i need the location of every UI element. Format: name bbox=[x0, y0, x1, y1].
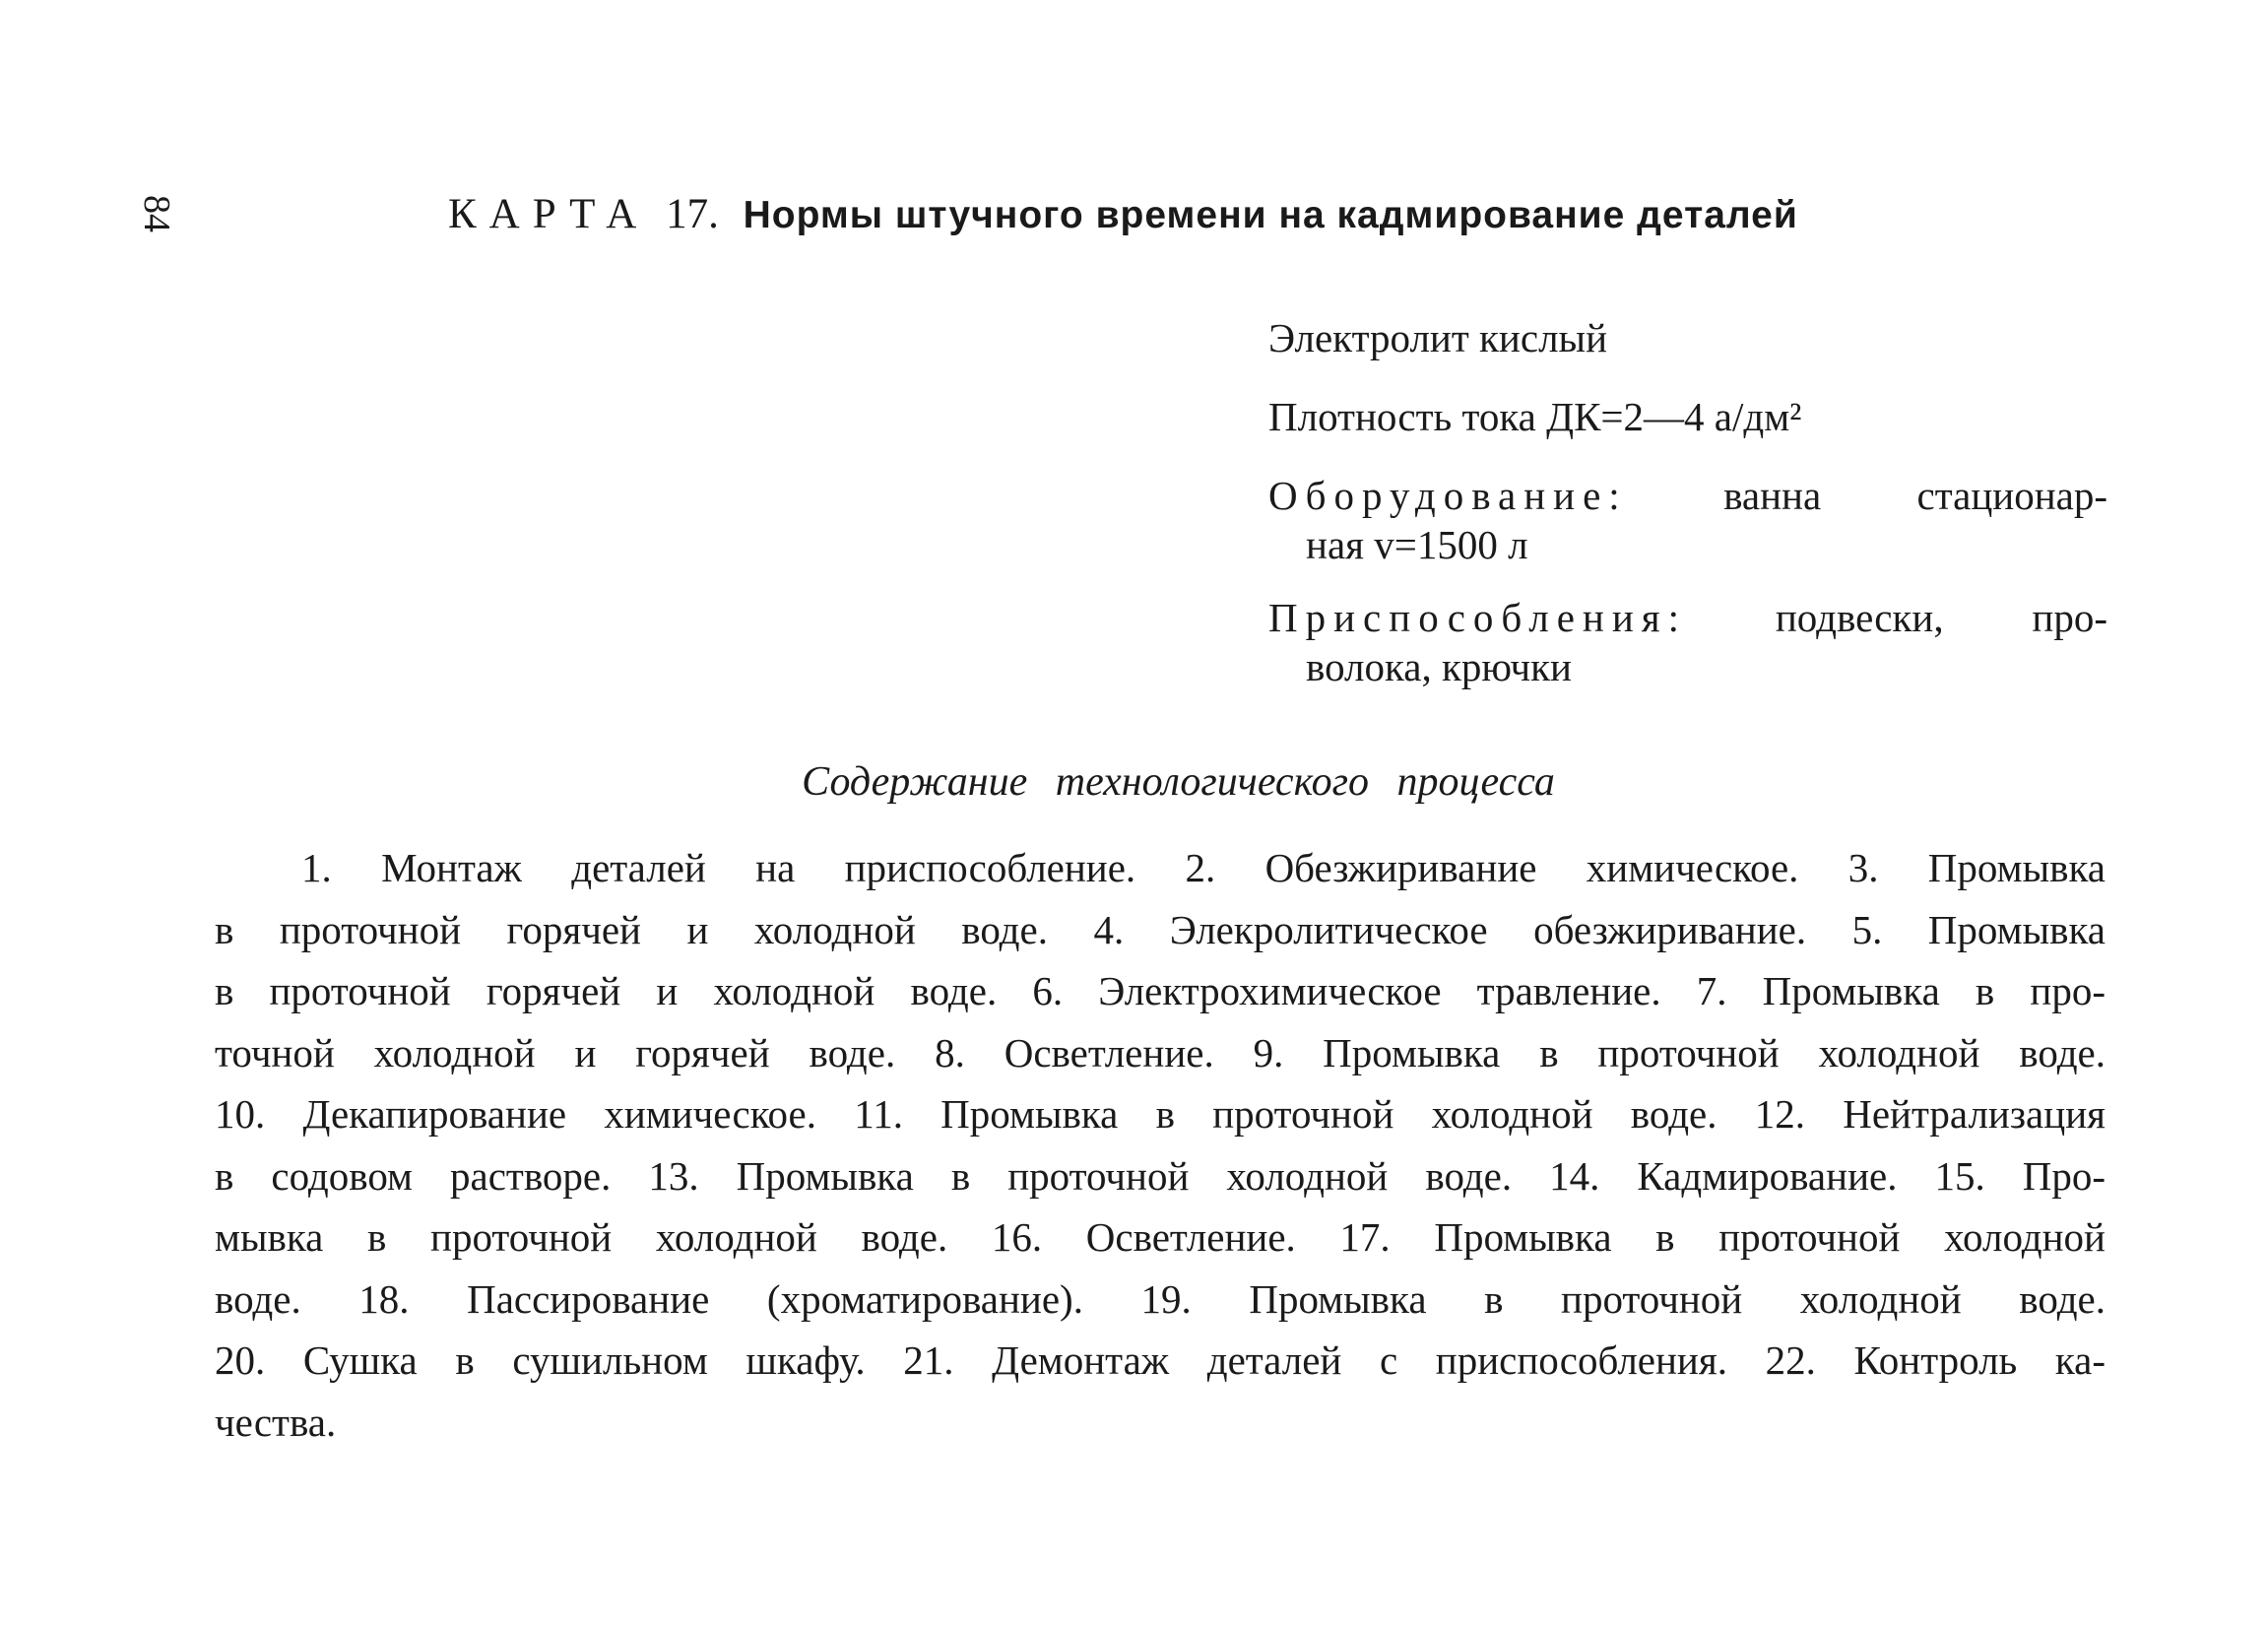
section-heading: Содержание технологического процесса bbox=[802, 759, 1555, 805]
fixtures-value-2: волока, крючки bbox=[1306, 644, 1572, 690]
fixtures-block bbox=[1268, 593, 2107, 692]
equipment-value-2: ная v=1500 л bbox=[1306, 522, 1528, 568]
fixtures-line-1 bbox=[1268, 593, 2107, 642]
page-number: 84 bbox=[136, 195, 177, 232]
fixtures-value-1: подвески, про- bbox=[1775, 595, 2107, 640]
process-line: 20. Сушка в сушильном шкафу. 21. Демонтаж деталей с приспособления. 22. Контроль ка- bbox=[215, 1337, 2106, 1383]
process-line: в содовом растворе. 13. Промывка в проточной холодной воде. 14. Кадмирование. 15. Про- bbox=[215, 1152, 2106, 1199]
card-label: КАРТА bbox=[448, 191, 650, 237]
equipment-line-1 bbox=[1268, 471, 2107, 520]
card-title-text: Нормы штучного времени на кадмирование деталей bbox=[743, 194, 1798, 236]
card-title bbox=[448, 190, 1798, 238]
process-text bbox=[215, 837, 2106, 1453]
process-line: воде. 18. Пассирование (хроматирование). 19. Промывка в проточной холодной воде. bbox=[215, 1275, 2106, 1322]
equipment-label: Оборудование: bbox=[1268, 473, 1628, 518]
process-line: в проточной горячей и холодной воде. 4. Элекролитическое обезжиривание. 5. Промывка bbox=[215, 906, 2106, 952]
process-line: мывка в проточной холодной воде. 16. Осветление. 17. Промывка в проточной холодной bbox=[215, 1214, 2106, 1260]
process-line: 10. Декапирование химическое. 11. Промывка в проточной холодной воде. 12. Нейтрализация bbox=[215, 1091, 2106, 1137]
process-line: чества. bbox=[215, 1399, 337, 1445]
equipment-block bbox=[1268, 471, 2107, 570]
electrolyte-line: Электролит кислый bbox=[1268, 315, 1608, 360]
process-line: точной холодной и горячей воде. 8. Осветление. 9. Промывка в проточной холодной воде. bbox=[215, 1029, 2106, 1075]
equipment-value-1: ванна стационар- bbox=[1723, 473, 2107, 518]
fixtures-label: Приспособления: bbox=[1268, 595, 1688, 640]
process-line: 1. Монтаж деталей на приспособление. 2. Обезжиривание химическое. 3. Промывка bbox=[301, 845, 2106, 890]
current-density-line: Плотность тока ДК=2—4 а/дм² bbox=[1268, 394, 1802, 439]
card-number: 17. bbox=[666, 191, 719, 237]
process-line: в проточной горячей и холодной воде. 6. Электрохимическое травление. 7. Промывка в про- bbox=[215, 968, 2106, 1013]
